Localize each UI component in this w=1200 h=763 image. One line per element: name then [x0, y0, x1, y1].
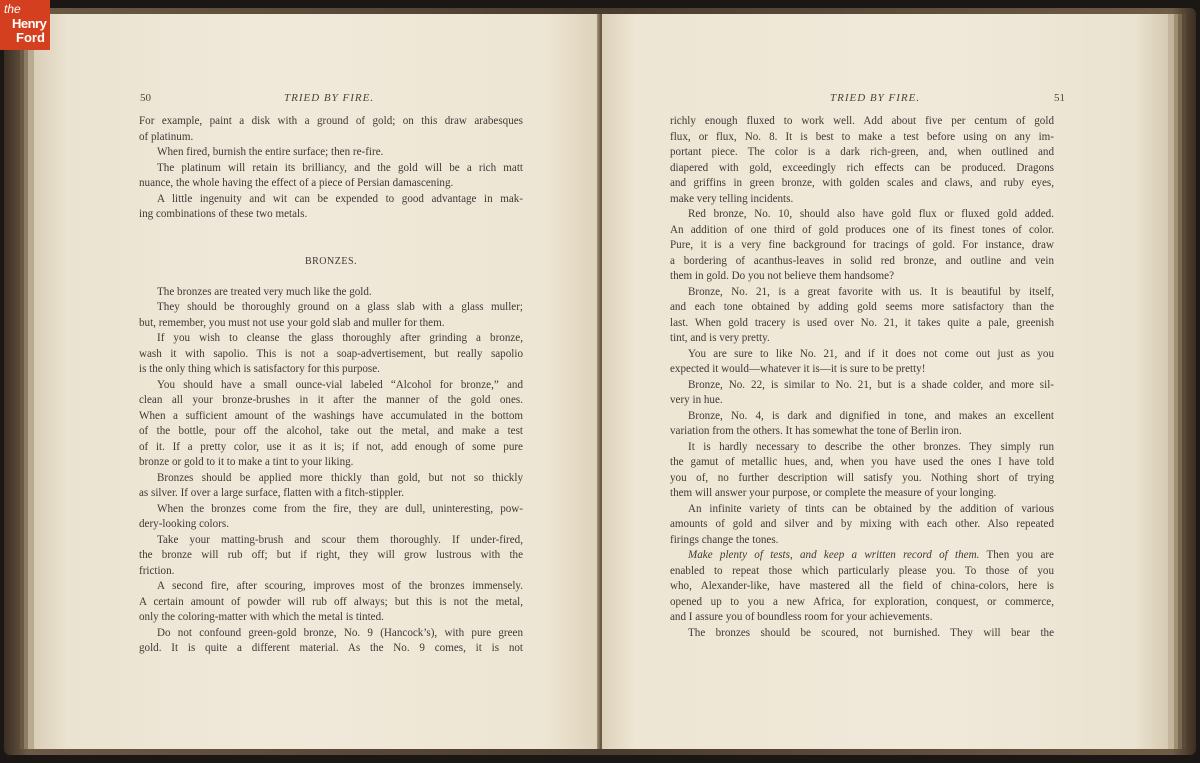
text-line: When fired, burnish the entire surface; then re-fire. [157, 146, 384, 158]
text-line: a bordering of acanthus-leaves in solid red bronze, and outline and vein [670, 254, 1054, 267]
text-line: portant piece. The color is a dark rich-green, and, when outlined and [670, 146, 1054, 158]
text-line: Red bronze, No. 10, should also have gold flux or fluxed gold added. [688, 208, 1054, 220]
text-line: but, remember, you must not use your gold slab and muller for them. [139, 316, 445, 329]
text-line: them will answer your purpose, or complete the measure of your longing. [670, 487, 997, 499]
text-line: and I assure you of boundless room for your achievements. [670, 611, 933, 623]
text-line: dery-looking colors. [139, 518, 229, 530]
text-line: tint, and is very pretty. [670, 332, 770, 344]
text-line: A certain amount of powder will rub off always; but this is not the metal, [139, 595, 523, 608]
text-line: It is hardly necessary to describe the other bronzes. They simply run [688, 440, 1054, 453]
text-line: opened up to you a new Africa, for exploration, conquest, or commerce, [670, 595, 1054, 608]
running-head: TRIED BY FIRE. [830, 92, 921, 104]
text-line: who, Alexander-like, have mastered all the field of china-colors, here is [670, 580, 1054, 592]
text-line: and each tone obtained by adding gold seems more satisfactory than the [670, 301, 1054, 313]
text-line: Do not confound green-gold bronze, No. 9 (Hancock’s), with pure green [157, 626, 523, 639]
text-line: When a sufficient amount of the washings have accumulated in the bottom [139, 409, 523, 422]
text-line: The platinum will retain its brilliancy, and the gold will be a rich matt [157, 161, 523, 174]
text-line: An addition of one third of gold produces one of its finest tones of color. [670, 223, 1054, 236]
page-number: 51 [1054, 92, 1065, 104]
page-number: 50 [140, 92, 151, 104]
logo-line-henry: Henry [12, 16, 47, 31]
text-line [139, 269, 523, 285]
text-line: flux, or flux, No. 8. It is best to make a test before using on any im- [670, 130, 1054, 143]
text-line: An infinite variety of tints can be obtained by the addition of various [688, 502, 1054, 515]
text-line: of the bottle, pour off the alcohol, take out the metal, and make a test [139, 425, 523, 437]
text-line: bronze or gold to it to make a tint to your liking. [139, 456, 354, 468]
text-line: Take your matting-brush and scour them thoroughly. If under-fired, [157, 533, 523, 546]
text-line: richly enough fluxed to work well. Add about five per centum of gold [670, 115, 1054, 127]
text-line: A little ingenuity and wit can be expended to good advantage in mak- [157, 192, 523, 205]
text-line: firings change the tones. [670, 533, 779, 546]
text-line: ing combinations of these two metals. [139, 208, 308, 220]
text-line: only the coloring-matter with which the metal is tinted. [139, 611, 384, 623]
text-line: Pure, it is a very fine background for tracings of gold. For instance, draw [670, 239, 1054, 251]
text-line: the bronze will rub off; but if right, they will grow lustrous with the [139, 549, 523, 561]
text-line: For example, paint a disk with a ground of gold; on this draw arabesques [139, 115, 523, 127]
logo-line-the: the [4, 2, 21, 16]
text-line: BRONZES. [304, 255, 358, 267]
running-head: TRIED BY FIRE. [284, 92, 375, 104]
left-page [34, 14, 600, 749]
text-line: as silver. If over a large surface, flatten with a fitch-stippler. [139, 487, 405, 499]
text-line: of platinum. [139, 130, 194, 143]
line-text: Then you are [979, 549, 1054, 561]
left-page-body [139, 114, 523, 657]
text-line: Bronze, No. 4, is dark and dignified in tone, and makes an excellent [688, 409, 1054, 422]
text-line [670, 548, 1054, 564]
right-page-body [670, 114, 1054, 641]
text-line: them in gold. Do you not believe them handsome? [670, 270, 894, 282]
right-page-header [602, 92, 1168, 106]
text-line: You should have a small ounce-vial labeled “Alcohol for bronze,” and [157, 378, 523, 391]
text-line: very in hue. [670, 394, 723, 406]
text-line: You are sure to like No. 21, and if it does not come out just as you [688, 347, 1054, 360]
text-line: The bronzes should be scoured, not burnished. They will bear the [688, 626, 1054, 639]
text-line: The bronzes are treated very much like the gold. [157, 285, 372, 298]
text-line: friction. [139, 564, 175, 577]
text-line: clean all your bronze-brushes in it after the manner of the gold ones. [139, 394, 523, 406]
text-line: Bronze, No. 22, is similar to No. 21, but is a shade colder, and more sil- [688, 378, 1054, 391]
text-line: wash it with sapolio. This is not a soap-advertisement, but really sapolio [139, 347, 523, 360]
logo-line-ford: Ford [16, 30, 45, 45]
text-line: and griffins in green bronze, with golden scales and claws, and ruby eyes, [670, 177, 1054, 189]
right-page [602, 14, 1168, 749]
text-line: amounts of gold and silver and by mixing with each other. Also repeated [670, 518, 1054, 530]
text-line: variation from the others. It has somewhat the tone of Berlin iron. [670, 425, 962, 437]
left-page-header [34, 92, 600, 106]
text-line: If you wish to cleanse the glass thoroughly after grinding a bronze, [157, 332, 523, 344]
text-line: last. When gold tracery is used over No. 21, it takes quite a pale, greenish [670, 316, 1054, 329]
text-line [139, 238, 523, 254]
text-line: is the only thing which is satisfactory for this purpose. [139, 363, 380, 375]
text-line: A second fire, after scouring, improves most of the bronzes immensely. [157, 580, 523, 592]
text-line: nuance, the whole having the effect of a piece of Persian damascening. [139, 177, 454, 189]
text-line: When the bronzes come from the fire, they are dull, uninteresting, pow- [157, 502, 523, 515]
text-line: gold. It is quite a different material. As the No. 9 comes, it is not [139, 642, 523, 654]
text-line: you of, no further description will satisfy you. Nothing short of trying [670, 471, 1054, 484]
text-line: Bronze, No. 21, is a great favorite with us. It is beautiful by itself, [688, 285, 1054, 298]
text-line: expected it would—whatever it is—it is sure to be pretty! [670, 363, 926, 375]
italic-text: Make plenty of tests, and keep a written record of them. [688, 549, 980, 561]
text-line: make very telling incidents. [670, 192, 794, 205]
text-line: Bronzes should be applied more thickly than gold, but not so thickly [157, 471, 523, 484]
text-line: the gamut of metallic hues, and, when you have used the ones I have told [670, 456, 1054, 468]
text-line: of it. If a pretty color, use it as it is; if not, add enough of some pure [139, 440, 523, 453]
henry-ford-logo[interactable] [0, 0, 50, 50]
text-line: They should be thoroughly ground on a glass slab with a glass muller; [157, 301, 523, 313]
text-line: diapered with gold, exceedingly rich effects can be produced. Dragons [670, 161, 1054, 174]
text-line [139, 223, 523, 239]
text-line: enabled to repeat those which particularly please you. To those of you [670, 564, 1054, 577]
